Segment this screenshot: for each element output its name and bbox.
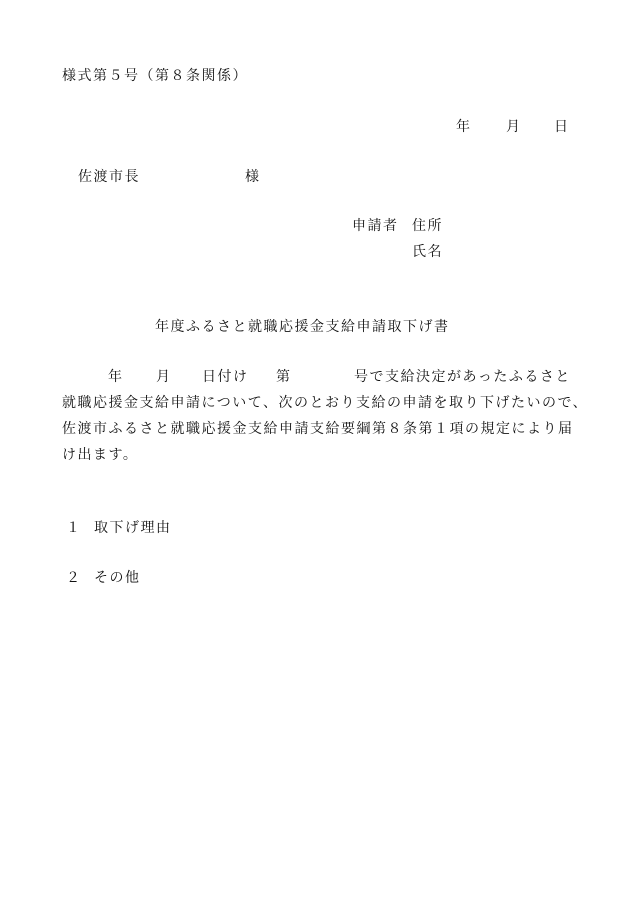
body-year: 年 xyxy=(108,369,124,385)
body-month: 月 xyxy=(156,369,172,385)
date-day: 日 xyxy=(554,119,570,135)
addressee-name: 佐渡市長 xyxy=(78,169,140,185)
applicant-label: 申請者 xyxy=(352,218,399,234)
document-title: 年度ふるさと就職応援金支給申請取下げ書 xyxy=(155,319,450,335)
date-month: 月 xyxy=(506,119,522,135)
body-line-1-rest: 号で支給決定があったふるさと xyxy=(354,369,571,385)
item-label: 取下げ理由 xyxy=(94,520,172,536)
item-label: その他 xyxy=(94,570,141,586)
body-line-3: 佐渡市ふるさと就職応援金支給申請支給要綱第８条第１項の規定により届 xyxy=(62,421,574,437)
body-line-2: 就職応援金支給申請について、次のとおり支給の申請を取り下げたいので、 xyxy=(62,395,589,411)
addressee-honorific: 様 xyxy=(245,169,261,185)
body-line-4: け出ます。 xyxy=(62,447,139,463)
item-number: １ xyxy=(66,520,82,536)
address-label: 住所 xyxy=(412,218,443,234)
item-number: ２ xyxy=(66,570,82,586)
name-label: 氏名 xyxy=(412,244,443,260)
form-number: 様式第５号（第８条関係） xyxy=(62,68,248,84)
body-number-prefix: 第 xyxy=(276,369,292,385)
item-withdrawal-reason xyxy=(66,518,172,538)
item-other xyxy=(66,568,141,588)
body-day-dated: 日付け xyxy=(202,369,249,385)
date-year: 年 xyxy=(456,119,472,135)
